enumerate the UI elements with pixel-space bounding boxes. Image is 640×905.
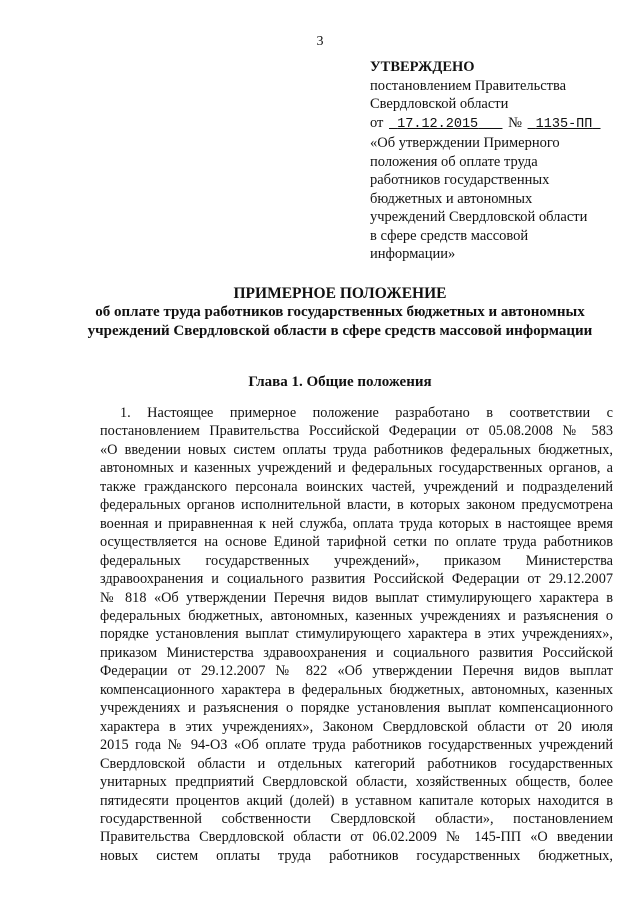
approval-stamp xyxy=(370,58,615,264)
body-line: «О введении новых систем оплаты труда работников федеральных бюджетных, xyxy=(100,441,613,458)
body-line: унитарных предприятий Свердловской области, хозяйственных обществ, более xyxy=(100,774,613,791)
decree-title-line: бюджетных и автономных xyxy=(370,190,533,207)
body-line: учреждениях и разъяснения о порядке установления выплат компенсационного xyxy=(100,700,613,717)
chapter-title: Глава 1. Общие положения xyxy=(248,374,432,390)
approval-decree-title xyxy=(370,134,615,264)
document-title xyxy=(60,284,620,341)
body-line: 1. Настоящее примерное положение разработано в соответствии с xyxy=(120,405,613,421)
document-title-sub-line: об оплате труда работников государственных бюджетных и автономных xyxy=(95,304,585,320)
date-prefix: от xyxy=(370,114,384,131)
decree-title-line: учреждений Свердловской области xyxy=(370,209,588,225)
body-paragraph xyxy=(100,404,613,865)
body-line: компенсационного характера в федеральных бюджетных, автономных, казенных xyxy=(100,681,613,698)
body-line: Федерации от 29.12.2007 № 822 «Об утверждении Перечня видов выплат xyxy=(100,663,613,680)
body-line: постановлением Правительства Российской Федерации от 05.08.2008 № 583 xyxy=(100,423,613,440)
decree-title-line: работников государственных xyxy=(370,172,550,188)
body-line: Свердловской области и отдельных категорий работников государственных xyxy=(100,755,613,772)
decree-title-line: в сфере средств массовой xyxy=(370,227,529,244)
number-sign: № xyxy=(508,114,522,131)
body-line: военная и приравненная к ней служба, оплата труда которых в настоящее время xyxy=(100,515,613,532)
body-line: здравоохранения и социального развития Российской Федерации от 29.12.2007 xyxy=(100,571,613,588)
approval-issuer-line-1: постановлением Правительства xyxy=(370,77,567,94)
decree-title-line: положения об оплате труда xyxy=(370,153,538,170)
body-line: характера в этих учреждениях», Законом Свердловской области от 20 июля xyxy=(100,718,613,735)
approved-label: УТВЕРЖДЕНО xyxy=(370,59,475,75)
body-line: приказом Министерства здравоохранения и социального развития Российской xyxy=(100,644,613,661)
body-line: порядке установления выплат стимулирующего характера в этих учреждениях», xyxy=(100,626,613,643)
body-line: автономных и казенных учреждений и федеральных государственных органов, а xyxy=(100,460,613,477)
body-line: пятидесяти процентов акций (долей) в уставном капитале которых находится в xyxy=(100,792,613,809)
body-line: государственной собственности Свердловской области», постановлением xyxy=(100,810,613,827)
document-title-sub-line: учреждений Свердловской области в сфере средств массовой информации xyxy=(87,323,593,339)
date-value: 17.12.2015 xyxy=(397,116,479,132)
body-line: новых систем оплаты труда работников государственных бюджетных, xyxy=(100,847,613,864)
body-line: также гражданского персонала воинских частей, учреждений и подразделений xyxy=(100,478,613,495)
number-value: 1135-ПП xyxy=(535,116,593,132)
body-line: осуществляется на основе Единой тарифной сетки по оплате труда работников xyxy=(100,534,613,551)
body-line: Правительства Свердловской области от 06.02.2009 № 145-ПП «О введении xyxy=(100,829,613,846)
body-line: 2015 года № 94-ОЗ «Об оплате труда работников государственных учреждений xyxy=(100,737,613,754)
body-line: федеральных государственных учреждений», приказом Министерства xyxy=(100,552,613,569)
body-line: № 818 «Об утверждении Перечня видов выплат стимулирующего характера в xyxy=(100,589,613,606)
body-line: федеральных органов исполнительной власти, в которых законом предусмотрена xyxy=(100,497,613,514)
decree-title-line: информации» xyxy=(370,246,456,262)
document-title-main: ПРИМЕРНОЕ ПОЛОЖЕНИЕ xyxy=(233,285,447,302)
decree-title-line: «Об утверждении Примерного xyxy=(370,135,560,151)
body-line: федеральных бюджетных, автономных, казенных учреждениях и разъяснения о xyxy=(100,607,613,624)
approval-date-line xyxy=(370,114,615,135)
page-number: 3 xyxy=(316,34,324,49)
approval-issuer-line-2: Свердловской области xyxy=(370,96,509,112)
